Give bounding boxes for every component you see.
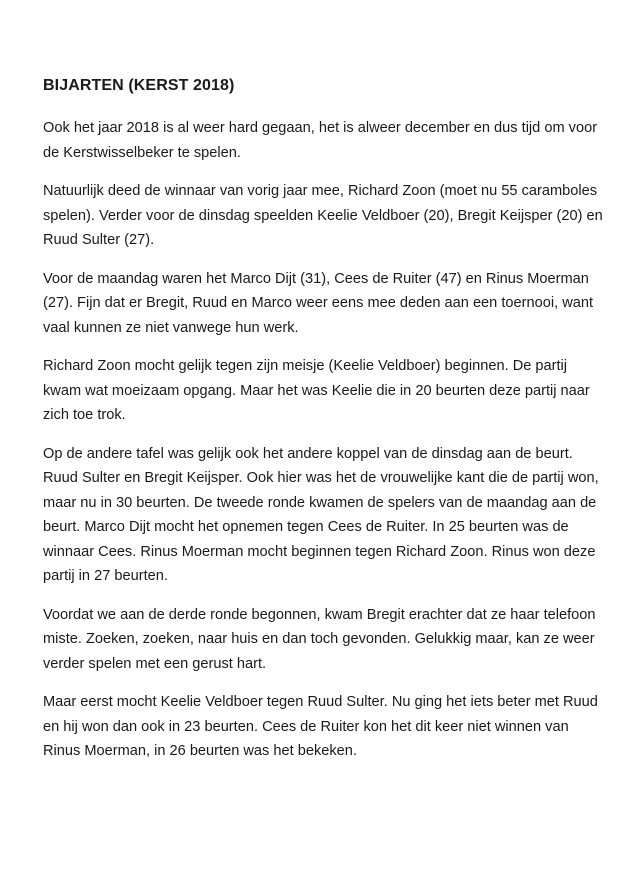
paragraph-phone: Voordat we aan de derde ronde begonnen, kwam Bregit erachter dat ze haar telefoon miste. Zoeken, zoeken, naar huis en dan toch gevonden. Gelukkig maar, kan ze weer verder spelen met een gerust hart. xyxy=(43,606,596,672)
paragraph-monday-players: Voor de maandag waren het Marco Dijt (31), Cees de Ruiter (47) en Rinus Moerman (27). Fijn dat er Bregit, Ruud en Marco weer eens mee deden aan een toernooi, want vaal kunnen ze niet vanwege hun werk. xyxy=(43,270,594,336)
document-page xyxy=(43,74,603,778)
paragraph-tuesday-players: Natuurlijk deed de winnaar van vorig jaar mee, Richard Zoon (moet nu 55 caramboles spelen). Verder voor de dinsdag speelden Keelie Veldboer (20), Bregit Keijsper (20) en Ruud Sulter (27). xyxy=(43,183,603,248)
paragraph-third-round: Maar eerst mocht Keelie Veldboer tegen Ruud Sulter. Nu ging het iets beter met Ruud en hij won dan ook in 23 beurten. Cees de Ruiter kon het dit keer niet winnen van Rinus Moerman, in 26 beurten was het bekeken. xyxy=(43,694,598,759)
paragraph-first-match: Richard Zoon mocht gelijk tegen zijn meisje (Keelie Veldboer) beginnen. De partij kwam wat moeizaam opgang. Maar het was Keelie die in 20 beurten deze partij naar zich toe trok. xyxy=(43,358,590,423)
paragraph-second-round: Op de andere tafel was gelijk ook het andere koppel van de dinsdag aan de beurt. Ruud Sulter en Bregit Keijsper. Ook hier was het de vrouwelijke kant die de partij won, maar nu in 30 beurten. De tweede ronde kwamen de spelers van de maandag aan de beurt. Marco Dijt mocht het opnemen tegen Cees de Ruiter. In 25 beurten was de winnaar Cees. Rinus Moerman mocht beginnen tegen Richard Zoon. Rinus won deze partij in 27 beurten. xyxy=(43,445,599,584)
paragraph-intro: Ook het jaar 2018 is al weer hard gegaan, het is alweer december en dus tijd om voor de Kerstwisselbeker te spelen. xyxy=(43,120,598,161)
document-title: BIJARTEN (KERST 2018) xyxy=(43,77,235,94)
